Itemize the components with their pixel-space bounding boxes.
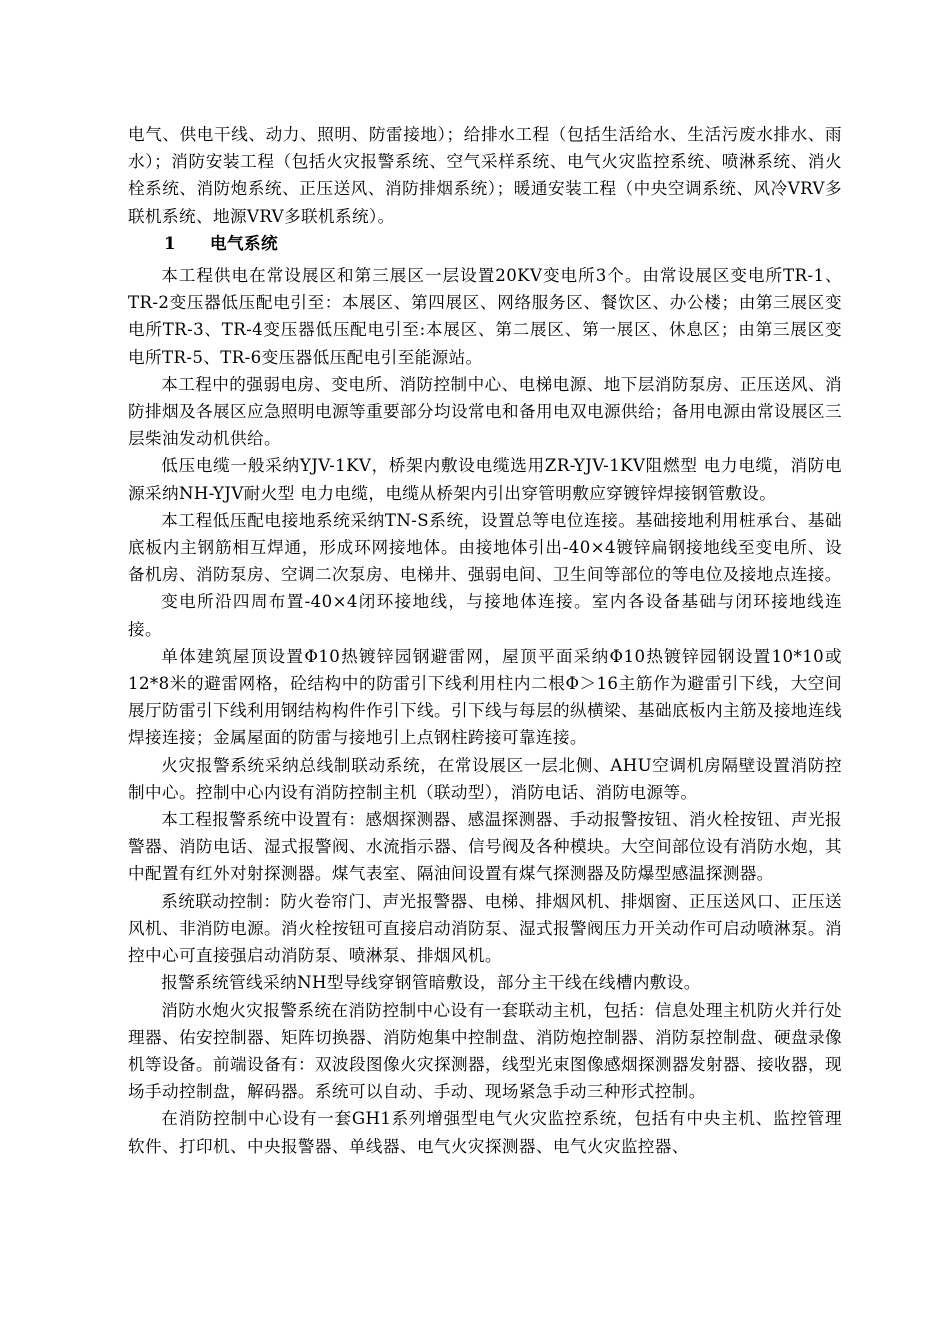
paragraph-linkage-control: 系统联动控制：防火卷帘门、声光报警器、电梯、排烟风机、排烟窗、正压送风口、正压送风机、非消防电源。消火栓按钮可直接启动消防泵、湿式报警阀压力开关动作可启动喷淋泵。消控中心可直接强启动消防泵、喷淋泵、排烟风机。: [128, 891, 842, 966]
paragraph-electrical-fire-monitor: 在消防控制中心设有一套GH1系列增强型电气火灾监控系统，包括有中央主机、监控管理软件、打印机、中央报警器、单线器、电气火灾探测器、电气火灾监控器、: [128, 1109, 842, 1156]
paragraph-lightning: 单体建筑屋顶设置Φ10热镀锌园钢避雷网，屋顶平面采纳Φ10热镀锌园钢设置10*10或12*8米的避雷网格，砼结构中的防雷引下线利用柱内二根Φ＞16主筋作为避雷引下线，大空间展厅防雷引下线利用钢结构构件作引下线。引下线与每层的纵横梁、基础底板内主筋及接地连线焊接连接；金属屋面的防雷与接地引上点钢柱跨接可靠连接。: [128, 646, 842, 748]
paragraph-dual-power: 本工程中的强弱电房、变电所、消防控制中心、电梯电源、地下层消防泵房、正压送风、消防排烟及各展区应急照明电源等重要部分均设常电和备用电双电源供给；备用电源由常设展区三层柴油发动机供给。: [128, 374, 842, 449]
paragraph-water-cannon: 消防水炮火灾报警系统在消防控制中心设有一套联动主机，包括：信息处理主机防火并行处理器、佑安控制器、矩阵切换器、消防炮集中控制盘、消防炮控制器、消防泵控制盘、硬盘录像机等设备。前端设备有：双波段图像火灾探测器，线型光束图像感烟探测器发射器、接收器，现场手动控制盘，解码器。系统可以自动、手动、现场紧急手动三种形式控制。: [128, 1000, 842, 1102]
section-number: 1: [164, 232, 176, 253]
paragraph-alarm-devices: 本工程报警系统中设置有：感烟探测器、感温探测器、手动报警按钮、消火栓按钮、声光报警器、消防电话、湿式报警阀、水流指示器、信号阀及各种模块。大空间部位设有消防水炮，其中配置有红外对射探测器。煤气表室、隔油间设置有煤气探测器及防爆型感温探测器。: [128, 810, 842, 884]
section-heading: [128, 230, 842, 257]
paragraph-fire-alarm: 火灾报警系统采纳总线制联动系统，在常设展区一层北侧、AHU空调机房隔壁设置消防控制中心。控制中心内设有消防控制主机（联动型），消防电话、消防电源等。: [128, 755, 842, 802]
document-page: [128, 121, 842, 1160]
paragraph-alarm-wiring: 报警系统管线采纳NH型导线穿钢管暗敷设，部分主干线在线槽内敷设。: [161, 973, 701, 993]
paragraph-cables: 低压电缆一般采纳YJV-1KV，桥架内敷设电缆选用ZR-YJV-1KV阻燃型 电力电缆，消防电源采纳NH-YJV耐火型 电力电缆，电缆从桥架内引出穿管明敷应穿镀锌焊接钢管敷设。: [128, 456, 842, 503]
paragraph-substation-ground: 变电所沿四周布置-40×4闭环接地线，与接地体连接。室内各设备基础与闭环接地线连接。: [128, 592, 842, 639]
paragraph-grounding: 本工程低压配电接地系统采纳TN-S系统，设置总等电位连接。基础接地利用桩承台、基础底板内主钢筋相互焊通，形成环网接地体。由接地体引出-40×4镀锌扁钢接地线至变电所、设备机房、消防泵房、空调二次泵房、电梯井、强弱电间、卫生间等部位的等电位及接地点连接。: [128, 510, 842, 585]
section-title: 电气系统: [210, 232, 278, 253]
paragraph-continued: 电气、供电干线、动力、照明、防雷接地）；给排水工程（包括生活给水、生活污废水排水、雨水）；消防安装工程（包括火灾报警系统、空气采样系统、电气火灾监控系统、喷淋系统、消火栓系统、消防炮系统、正压送风、消防排烟系统）；暖通安装工程（中央空调系统、风冷VRV多联机系统、地源VRV多联机系统）。: [128, 125, 842, 226]
paragraph-power-supply: 本工程供电在常设展区和第三展区一层设置20KV变电所3个。由常设展区变电所TR-1、TR-2变压器低压配电引至：本展区、第四展区、网络服务区、餐饮区、办公楼；由第三展区变电所TR-3、TR-4变压器低压配电引至:本展区、第二展区、第一展区、休息区；由第三展区变电所TR-5、TR-6变压器低压配电引至能源站。: [128, 266, 842, 367]
